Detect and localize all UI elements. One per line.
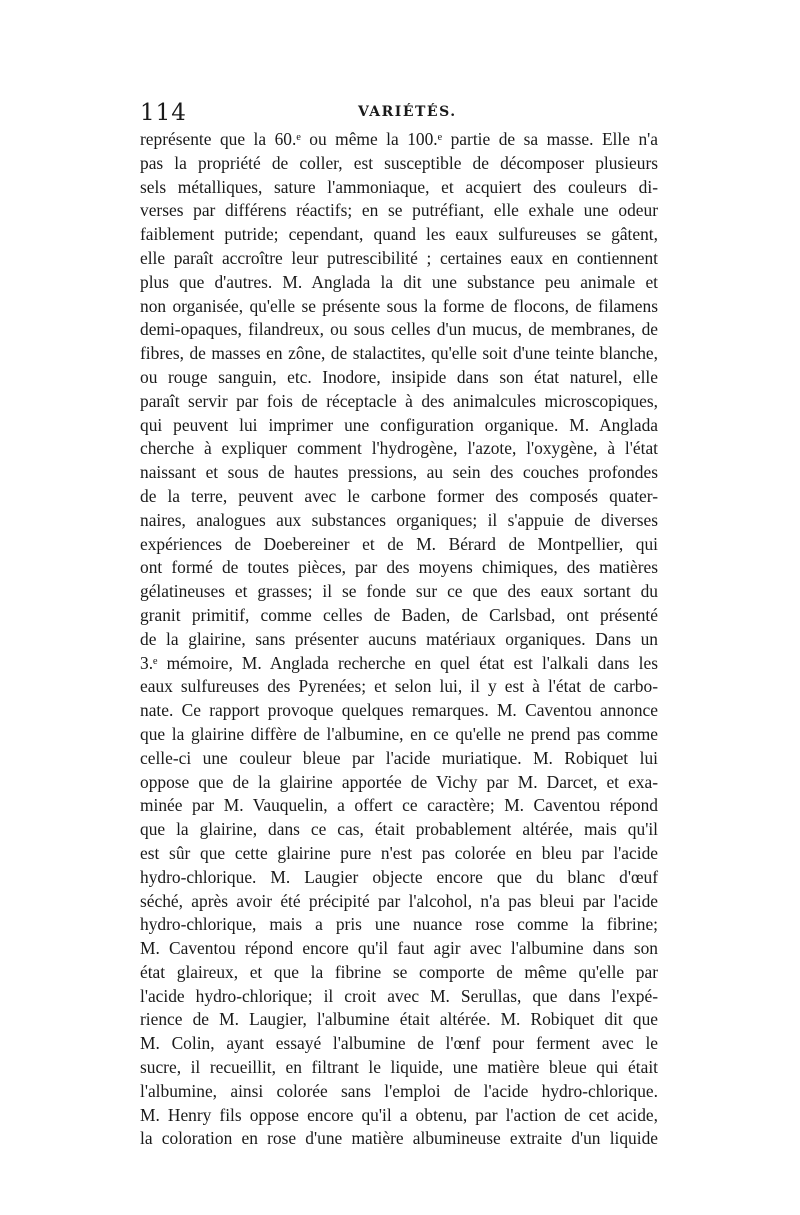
text-line: expériences de Doebereiner et de M. Bérard de Montpellier, qui (140, 533, 658, 554)
text-line: elle paraît accroître leur putrescibilité ; certaines eaux en contiennent (140, 247, 658, 268)
text-line: la coloration en rose d'une matière albumineuse extraite d'un liquide (140, 1128, 658, 1149)
text-line: demi-opaques, filandreux, ou sous celles d'un mucus, de membranes, de (140, 319, 658, 340)
text-line: M. Colin, ayant essayé l'albumine de l'œnf pour ferment avec le (140, 1033, 658, 1054)
text-line: hydro-chlorique. M. Laugier objecte encore que du blanc d'œuf (140, 866, 658, 887)
text-line: minée par M. Vauquelin, a offert ce caractère; M. Caventou répond (140, 795, 658, 816)
running-head: VARIÉTÉS. (358, 104, 457, 120)
body-text (140, 128, 658, 1151)
text-line: nate. Ce rapport provoque quelques remarques. M. Caventou annonce (140, 700, 658, 721)
text-line: naires, analogues aux substances organiques; il s'appuie de diverses (140, 509, 658, 530)
text-line: paraît servir par fois de réceptacle à des animalcules microscopiques, (140, 390, 658, 411)
text-line: est sûr que cette glairine pure n'est pas colorée en bleu par l'acide (140, 842, 658, 863)
text-line: naissant et sous de hautes pressions, au sein des couches profondes (140, 462, 658, 483)
page-number: 114 (140, 100, 187, 126)
text-line: ont formé de toutes pièces, par des moyens chimiques, des matières (140, 557, 658, 578)
text-line: non organisée, qu'elle se présente sous la forme de flocons, de filamens (140, 295, 658, 316)
text-line: séché, après avoir été précipité par l'alcohol, n'a pas bleui par l'acide (140, 890, 658, 911)
text-line: état glaireux, et que la fibrine se comporte de même qu'elle par (140, 961, 658, 982)
text-line: sels métalliques, sature l'ammoniaque, et acquiert des couleurs di- (140, 176, 658, 197)
text-line: 3.ᵉ mémoire, M. Anglada recherche en quel état est l'alkali dans les (140, 652, 658, 673)
text-line: M. Henry fils oppose encore qu'il a obtenu, par l'action de cet acide, (140, 1104, 658, 1125)
text-line: sucre, il recueillit, en filtrant le liquide, une matière bleue qui était (140, 1057, 658, 1078)
text-line: de la terre, peuvent avec le carbone former des composés quater- (140, 485, 658, 506)
text-line: que la glairine diffère de l'albumine, en ce qu'elle ne prend pas comme (140, 723, 658, 744)
text-line: pas la propriété de coller, est susceptible de décomposer plusieurs (140, 152, 658, 173)
text-line: plus que d'autres. M. Anglada la dit une substance peu animale et (140, 271, 658, 292)
text-line: l'albumine, ainsi colorée sans l'emploi de l'acide hydro-chlorique. (140, 1080, 658, 1101)
text-line: que la glairine, dans ce cas, était probablement altérée, mais qu'il (140, 819, 658, 840)
text-line: l'acide hydro-chlorique; il croit avec M. Serullas, que dans l'expé- (140, 985, 658, 1006)
page-header (140, 100, 658, 128)
text-line: qui peuvent lui imprimer une configuration organique. M. Anglada (140, 414, 658, 435)
text-line: eaux sulfureuses des Pyrenées; et selon lui, il y est à l'état de carbo- (140, 676, 658, 697)
text-line: cherche à expliquer comment l'hydrogène, l'azote, l'oxygène, à l'état (140, 438, 658, 459)
text-line: granit primitif, comme celles de Baden, de Carlsbad, ont présenté (140, 604, 658, 625)
text-line: représente que la 60.ᵉ ou même la 100.ᵉ partie de sa masse. Elle n'a (140, 129, 658, 149)
text-line: gélatineuses et grasses; il se fonde sur ce que des eaux sortant du (140, 581, 658, 602)
text-line: verses par différens réactifs; en se putréfiant, elle exhale une odeur (140, 200, 658, 221)
text-line: de la glairine, sans présenter aucuns matériaux organiques. Dans un (140, 628, 658, 649)
text-line: hydro-chlorique, mais a pris une nuance rose comme la fibrine; (140, 914, 658, 935)
text-line: M. Caventou répond encore qu'il faut agir avec l'albumine dans son (140, 938, 658, 959)
text-line: oppose que de la glairine apportée de Vichy par M. Darcet, et exa- (140, 771, 658, 792)
text-line: celle-ci une couleur bleue par l'acide muriatique. M. Robiquet lui (140, 747, 658, 768)
text-line: rience de M. Laugier, l'albumine était altérée. M. Robiquet dit que (140, 1009, 658, 1030)
text-line: fibres, de masses en zône, de stalactites, qu'elle soit d'une teinte blanche, (140, 343, 658, 364)
text-line: ou rouge sanguin, etc. Inodore, insipide dans son état naturel, elle (140, 366, 658, 387)
text-line: faiblement putride; cependant, quand les eaux sulfureuses se gâtent, (140, 224, 658, 245)
